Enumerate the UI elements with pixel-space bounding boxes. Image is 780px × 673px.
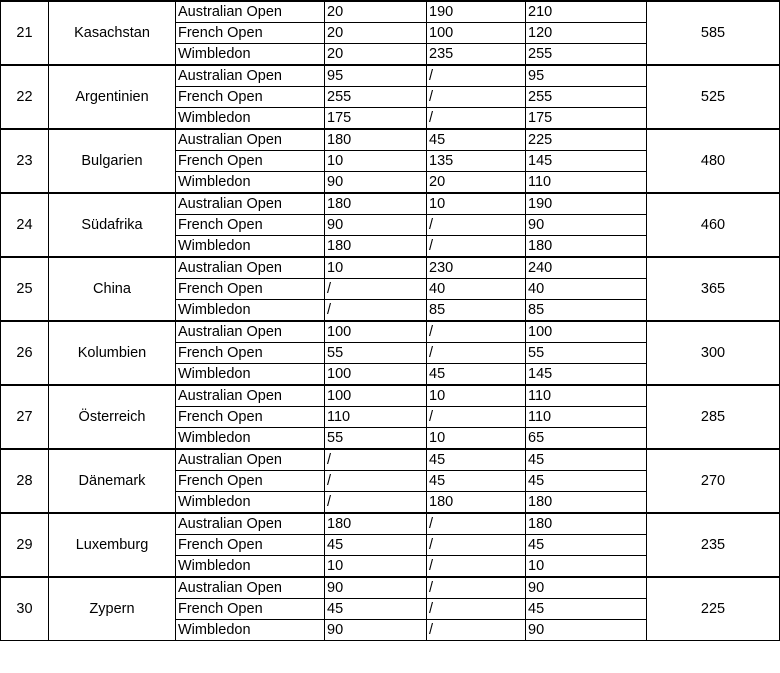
country-cell: Bulgarien xyxy=(49,129,176,193)
table-row xyxy=(1,513,780,535)
tournament-cell: Wimbledon xyxy=(176,300,325,322)
total-cell: 225 xyxy=(647,577,780,641)
points-sum-cell: 120 xyxy=(526,23,647,44)
table-row xyxy=(1,577,780,599)
points-b-cell: 45 xyxy=(427,129,526,151)
tournament-cell: Wimbledon xyxy=(176,236,325,258)
tournament-cell: Wimbledon xyxy=(176,44,325,66)
rank-cell: 30 xyxy=(1,577,49,641)
country-cell: China xyxy=(49,257,176,321)
points-sum-cell: 90 xyxy=(526,215,647,236)
points-sum-cell: 10 xyxy=(526,556,647,578)
points-b-cell: 10 xyxy=(427,385,526,407)
total-cell: 460 xyxy=(647,193,780,257)
points-a-cell: 45 xyxy=(325,599,427,620)
tournament-cell: Wimbledon xyxy=(176,620,325,641)
tournament-cell: Australian Open xyxy=(176,257,325,279)
points-sum-cell: 45 xyxy=(526,599,647,620)
tournament-cell: Wimbledon xyxy=(176,428,325,450)
points-b-cell: 135 xyxy=(427,151,526,172)
country-cell: Argentinien xyxy=(49,65,176,129)
total-cell: 235 xyxy=(647,513,780,577)
points-b-cell: 85 xyxy=(427,300,526,322)
table-row xyxy=(1,129,780,151)
total-cell: 285 xyxy=(647,385,780,449)
tournament-cell: Australian Open xyxy=(176,321,325,343)
points-b-cell: / xyxy=(427,343,526,364)
points-b-cell: / xyxy=(427,577,526,599)
points-a-cell: 20 xyxy=(325,1,427,23)
points-sum-cell: 65 xyxy=(526,428,647,450)
points-sum-cell: 45 xyxy=(526,449,647,471)
points-a-cell: 55 xyxy=(325,343,427,364)
points-sum-cell: 40 xyxy=(526,279,647,300)
tournament-cell: Australian Open xyxy=(176,129,325,151)
rank-cell: 28 xyxy=(1,449,49,513)
table-row xyxy=(1,385,780,407)
rank-cell: 21 xyxy=(1,1,49,65)
points-b-cell: 45 xyxy=(427,449,526,471)
points-sum-cell: 110 xyxy=(526,172,647,194)
points-sum-cell: 55 xyxy=(526,343,647,364)
points-b-cell: / xyxy=(427,535,526,556)
tournament-cell: Wimbledon xyxy=(176,364,325,386)
tournament-cell: French Open xyxy=(176,87,325,108)
total-cell: 480 xyxy=(647,129,780,193)
rank-cell: 29 xyxy=(1,513,49,577)
tournament-cell: French Open xyxy=(176,599,325,620)
points-sum-cell: 255 xyxy=(526,44,647,66)
points-b-cell: / xyxy=(427,513,526,535)
tournament-cell: Wimbledon xyxy=(176,172,325,194)
tournament-cell: French Open xyxy=(176,407,325,428)
tournament-cell: French Open xyxy=(176,471,325,492)
tournament-cell: French Open xyxy=(176,215,325,236)
points-b-cell: 40 xyxy=(427,279,526,300)
tournament-cell: Australian Open xyxy=(176,385,325,407)
tournament-cell: Wimbledon xyxy=(176,556,325,578)
points-a-cell: 180 xyxy=(325,129,427,151)
table-row xyxy=(1,257,780,279)
points-a-cell: 180 xyxy=(325,513,427,535)
points-b-cell: 45 xyxy=(427,364,526,386)
points-a-cell: 90 xyxy=(325,577,427,599)
points-a-cell: 10 xyxy=(325,151,427,172)
country-cell: Zypern xyxy=(49,577,176,641)
country-cell: Kasachstan xyxy=(49,1,176,65)
tournament-cell: French Open xyxy=(176,23,325,44)
points-sum-cell: 225 xyxy=(526,129,647,151)
table-row xyxy=(1,193,780,215)
total-cell: 365 xyxy=(647,257,780,321)
points-a-cell: 180 xyxy=(325,236,427,258)
country-cell: Südafrika xyxy=(49,193,176,257)
points-sum-cell: 110 xyxy=(526,385,647,407)
tournament-cell: Australian Open xyxy=(176,65,325,87)
points-a-cell: 90 xyxy=(325,620,427,641)
points-sum-cell: 45 xyxy=(526,535,647,556)
points-b-cell: / xyxy=(427,108,526,130)
points-a-cell: 255 xyxy=(325,87,427,108)
points-sum-cell: 90 xyxy=(526,620,647,641)
points-b-cell: / xyxy=(427,65,526,87)
points-a-cell: 175 xyxy=(325,108,427,130)
points-sum-cell: 85 xyxy=(526,300,647,322)
points-sum-cell: 45 xyxy=(526,471,647,492)
tournament-cell: Australian Open xyxy=(176,577,325,599)
rank-cell: 25 xyxy=(1,257,49,321)
table-row xyxy=(1,321,780,343)
points-a-cell: 110 xyxy=(325,407,427,428)
points-b-cell: 190 xyxy=(427,1,526,23)
points-a-cell: 100 xyxy=(325,321,427,343)
rank-cell: 27 xyxy=(1,385,49,449)
tournament-cell: French Open xyxy=(176,343,325,364)
points-a-cell: 45 xyxy=(325,535,427,556)
points-sum-cell: 95 xyxy=(526,65,647,87)
points-b-cell: / xyxy=(427,215,526,236)
points-a-cell: 20 xyxy=(325,44,427,66)
country-cell: Kolumbien xyxy=(49,321,176,385)
points-b-cell: 20 xyxy=(427,172,526,194)
points-sum-cell: 210 xyxy=(526,1,647,23)
tournament-cell: French Open xyxy=(176,535,325,556)
country-cell: Luxemburg xyxy=(49,513,176,577)
total-cell: 300 xyxy=(647,321,780,385)
points-a-cell: / xyxy=(325,279,427,300)
points-a-cell: 100 xyxy=(325,385,427,407)
points-sum-cell: 145 xyxy=(526,364,647,386)
points-b-cell: 45 xyxy=(427,471,526,492)
points-b-cell: / xyxy=(427,599,526,620)
points-a-cell: 20 xyxy=(325,23,427,44)
points-a-cell: / xyxy=(325,449,427,471)
tournament-cell: Wimbledon xyxy=(176,492,325,514)
total-cell: 585 xyxy=(647,1,780,65)
points-sum-cell: 190 xyxy=(526,193,647,215)
points-sum-cell: 90 xyxy=(526,577,647,599)
country-cell: Österreich xyxy=(49,385,176,449)
points-b-cell: / xyxy=(427,620,526,641)
tournament-cell: French Open xyxy=(176,279,325,300)
points-b-cell: / xyxy=(427,236,526,258)
points-a-cell: 95 xyxy=(325,65,427,87)
points-a-cell: 10 xyxy=(325,257,427,279)
points-sum-cell: 240 xyxy=(526,257,647,279)
points-a-cell: 90 xyxy=(325,172,427,194)
table-row xyxy=(1,449,780,471)
tournament-cell: Australian Open xyxy=(176,1,325,23)
points-a-cell: 55 xyxy=(325,428,427,450)
points-sum-cell: 180 xyxy=(526,513,647,535)
points-sum-cell: 110 xyxy=(526,407,647,428)
total-cell: 525 xyxy=(647,65,780,129)
table-body xyxy=(1,1,780,641)
points-b-cell: 100 xyxy=(427,23,526,44)
table-row xyxy=(1,65,780,87)
points-b-cell: / xyxy=(427,87,526,108)
points-a-cell: 100 xyxy=(325,364,427,386)
points-a-cell: / xyxy=(325,471,427,492)
rank-cell: 23 xyxy=(1,129,49,193)
tournament-cell: French Open xyxy=(176,151,325,172)
points-sum-cell: 175 xyxy=(526,108,647,130)
points-sum-cell: 100 xyxy=(526,321,647,343)
points-a-cell: 90 xyxy=(325,215,427,236)
points-b-cell: 230 xyxy=(427,257,526,279)
total-cell: 270 xyxy=(647,449,780,513)
tournament-cell: Australian Open xyxy=(176,513,325,535)
rank-cell: 24 xyxy=(1,193,49,257)
points-b-cell: 10 xyxy=(427,428,526,450)
rank-cell: 26 xyxy=(1,321,49,385)
points-sum-cell: 145 xyxy=(526,151,647,172)
points-sum-cell: 255 xyxy=(526,87,647,108)
points-sum-cell: 180 xyxy=(526,236,647,258)
table-row xyxy=(1,1,780,23)
points-a-cell: 180 xyxy=(325,193,427,215)
points-b-cell: 180 xyxy=(427,492,526,514)
country-cell: Dänemark xyxy=(49,449,176,513)
tournament-cell: Australian Open xyxy=(176,193,325,215)
points-b-cell: 235 xyxy=(427,44,526,66)
points-sum-cell: 180 xyxy=(526,492,647,514)
points-b-cell: / xyxy=(427,556,526,578)
points-a-cell: / xyxy=(325,300,427,322)
tournament-cell: Australian Open xyxy=(176,449,325,471)
rank-cell: 22 xyxy=(1,65,49,129)
tournament-cell: Wimbledon xyxy=(176,108,325,130)
points-a-cell: / xyxy=(325,492,427,514)
points-b-cell: 10 xyxy=(427,193,526,215)
points-a-cell: 10 xyxy=(325,556,427,578)
points-b-cell: / xyxy=(427,407,526,428)
points-b-cell: / xyxy=(427,321,526,343)
